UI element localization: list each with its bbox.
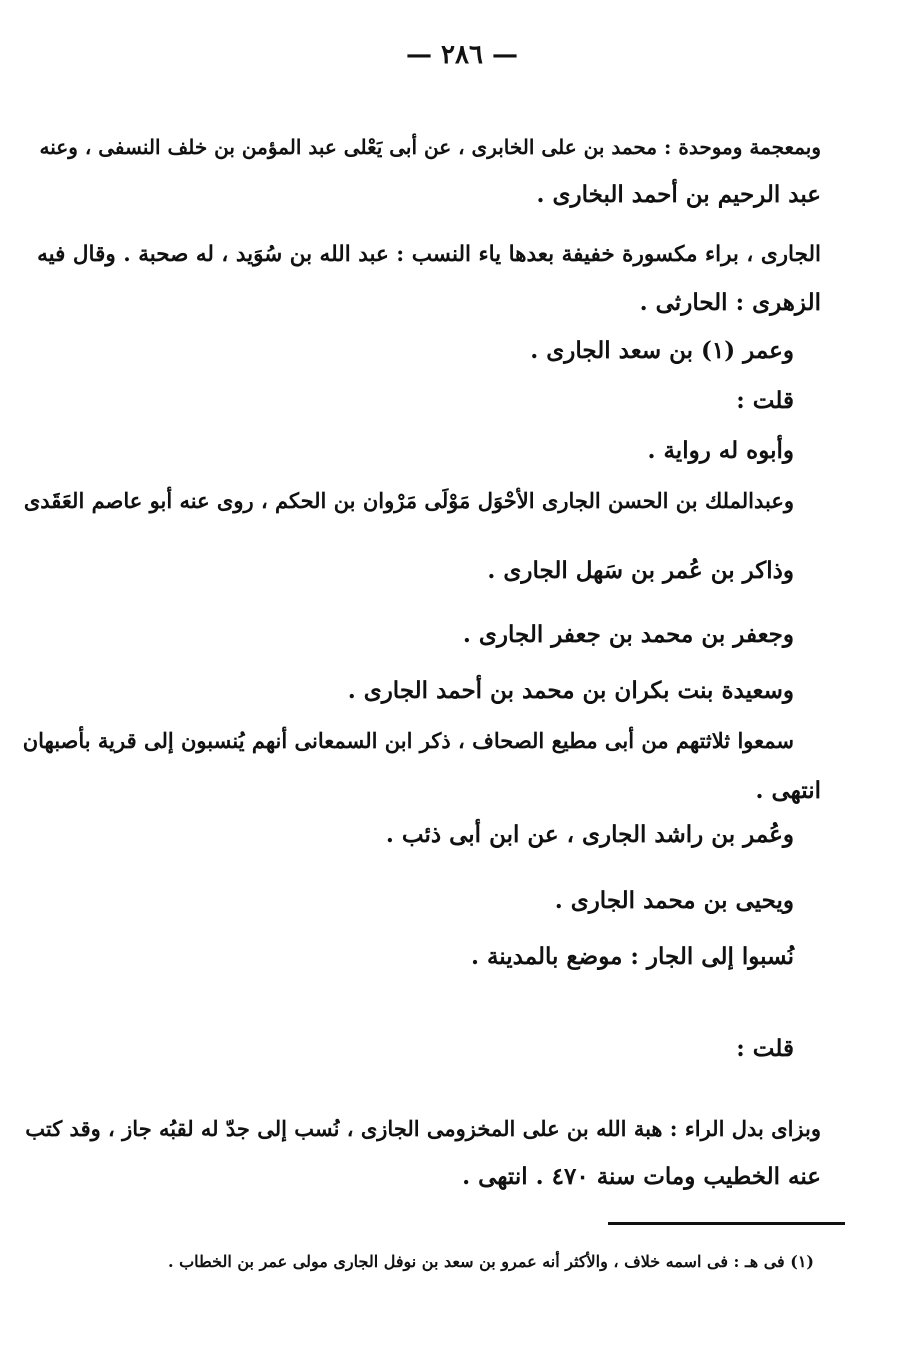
footnote: (١) فى هـ : فى اسمه خلاف ، والأكثر أنه عمرو بن سعد بن نوفل الجارى مولى عمر بن الخطاب . [167, 1252, 814, 1271]
text-line: وأبوه له رواية . [647, 437, 794, 464]
page-number: — ٢٨٦ — [405, 40, 519, 70]
text-line: وعمر (١) بن سعد الجارى . [530, 337, 794, 364]
text-line: نُسبوا إلى الجار : موضع بالمدينة . [470, 943, 794, 970]
text-line: الزهرى : الحارثى . [639, 289, 821, 316]
text-line: وذاكر بن عُمر بن سَهل الجارى . [487, 557, 794, 584]
text-line: وجعفر بن محمد بن جعفر الجارى . [462, 621, 794, 648]
text-line: سمعوا ثلاثتهم من أبى مطيع الصحاف ، ذكر ابن السمعانى أنهم يُنسبون إلى قرية بأصبهان [22, 728, 794, 753]
text-line: الجارى ، براء مكسورة خفيفة بعدها ياء النسب : عبد الله بن سُوَيد ، له صحبة . وقال فيه [37, 242, 821, 267]
text-line: وسعيدة بنت بكران بن محمد بن أحمد الجارى . [347, 677, 794, 704]
text-line: وبزاى بدل الراء : هبة الله بن على المخزومى الجازى ، نُسب إلى جدّ له لقبُه جاز ، وقد كتب [25, 1116, 821, 1141]
text-line: وبمعجمة وموحدة : محمد بن على الخابرى ، عن أبى يَعْلى عبد المؤمن بن خلف النسفى ، وعنه [39, 135, 821, 159]
subheading-qult: قلت : [736, 387, 794, 414]
text-line: عنه الخطيب ومات سنة ٤٧٠ . انتهى . [462, 1163, 821, 1190]
text-line: وعُمر بن راشد الجارى ، عن ابن أبى ذئب . [385, 821, 794, 848]
subheading-qult: قلت : [736, 1035, 794, 1062]
text-line: عبد الرحيم بن أحمد البخارى . [536, 181, 821, 208]
text-line: انتهى . [755, 777, 821, 804]
footnote-rule [608, 1222, 845, 1225]
text-line: وعبدالملك بن الحسن الجارى الأحْوَل مَوْلَى مَرْوان بن الحكم ، روى عنه أبو عاصم العَقَدى [23, 488, 794, 513]
text-line: ويحيى بن محمد الجارى . [554, 887, 794, 914]
